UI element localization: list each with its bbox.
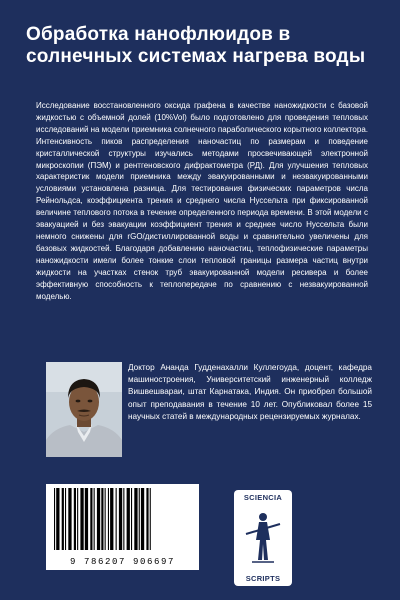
publisher-logo-top-text: SCIENCIA (243, 493, 283, 502)
scholar-figure-icon (240, 504, 286, 568)
barcode-digits: 9 786207 906697 (69, 557, 175, 567)
author-bio: Доктор Ананда Гудденахалли Куллегоуда, доцент, кафедра машиностроения, Университетский инженерный колледж Вишвешвараи, штат Карнатака, Индия. Он приобрел большой опыт преподавания в течение 10 лет. Опубликовал более 15 научных статей в международных рецензируемых журналах. (128, 363, 372, 421)
book-abstract: Исследование восстановленного оксида графена в качестве наножидкости с базовой жидкостью с объемной долей (10%Vol) было подготовлено для проведения тепловых исследований на модели приемника солнечного параболического корытного коллектора. Интенсивность пиков распределения наночастиц по размерам и поведение кристаллической структуры изучались методами просвечивающей электронной микроскопии (ПЭМ) и рентгеновского дифрактометра (РД). Для улучшения тепловых характеристик модели приемника между эвакуированными и неэвакуированными условиями установлена разница. Для тестирования физических параметров числа Рейнольдса, коэффициента трения и среднего числа Нуссельта при фиксированной величине теплового потока в течение определенного периода времени. В этой модели с эвакуацией и без эвакуации коэффициент трения и среднее число Нуссельта были немного снижены для rGO/дистиллированной воды и сравнительно увеличены для базовых жидкостей. Благодаря добавлению наночастиц, теплофизические параметры наножидкости имели более тонкие слои тепловой границы размера частиц внутри жидкости на участках стенок труб эвакуированной модели ресивера и более эффективную способность к теплопередаче по сравнению с незвакуированной моделью. (36, 101, 368, 301)
book-title: Обработка нанофлюидов в солнечных системах нагрева воды (26, 24, 366, 67)
publisher-logo-bottom-text: SCRIPTS (245, 574, 281, 583)
author-photo (46, 362, 122, 457)
author-portrait-icon (46, 362, 122, 457)
isbn-barcode (46, 484, 199, 570)
publisher-logo (234, 490, 292, 586)
barcode-icon (46, 484, 199, 554)
